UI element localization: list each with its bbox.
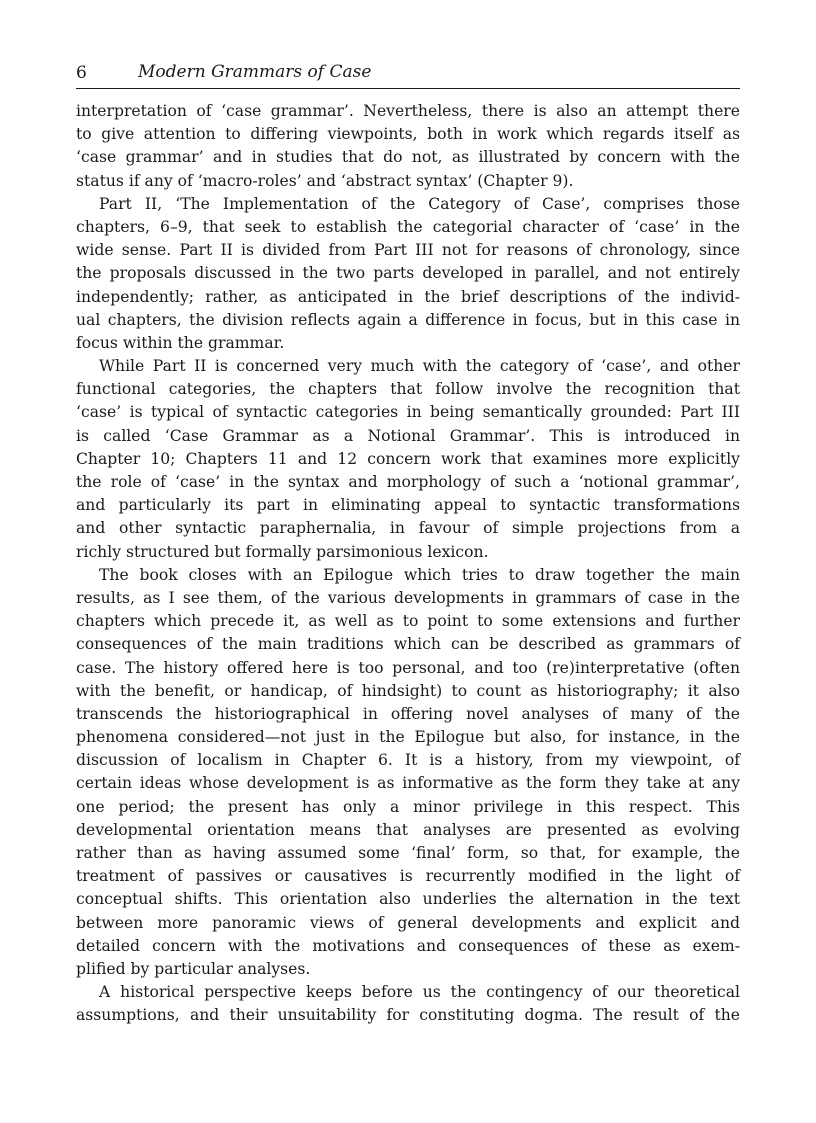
text-line: phenomena considered—not just in the Epilogue but also, for instance, in the (76, 728, 740, 747)
text-line: ‘case’ is typical of syntactic categories in being semantically grounded: Part III (76, 403, 740, 422)
text-line: wide sense. Part II is divided from Part III not for reasons of chronology, since (76, 241, 740, 260)
paragraph (76, 564, 740, 981)
paragraph (76, 100, 740, 193)
text-line: Chapter 10; Chapters 11 and 12 concern work that examines more explicitly (76, 449, 740, 468)
text-line: independently; rather, as anticipated in the brief descriptions of the individ- (76, 287, 740, 306)
text-line: treatment of passives or causatives is recurrently modified in the light of (76, 867, 740, 886)
text-line: and other syntactic paraphernalia, in favour of simple projections from a (76, 519, 740, 538)
text-line: ‘case grammar’ and in studies that do not, as illustrated by concern with the (76, 148, 740, 167)
text-line: focus within the grammar. (76, 333, 285, 352)
text-line: between more panoramic views of general developments and explicit and (76, 913, 740, 932)
text-line: richly structured but formally parsimonious lexicon. (76, 542, 489, 561)
paragraph (76, 355, 740, 564)
text-line: consequences of the main traditions which can be described as grammars of (76, 635, 740, 654)
text-line: results, as I see them, of the various developments in grammars of case in the (76, 588, 740, 607)
text-line: and particularly its part in eliminating appeal to syntactic transformations (76, 496, 740, 515)
text-line: status if any of ‘macro-roles’ and ‘abstract syntax’ (Chapter 9). (76, 171, 574, 190)
text-line: assumptions, and their unsuitability for constituting dogma. The result of the (76, 1006, 740, 1025)
body-text (76, 100, 740, 1028)
running-title: Modern Grammars of Case (138, 62, 372, 82)
text-line: plified by particular analyses. (76, 959, 311, 978)
text-line: While Part II is concerned very much with the category of ‘case’, and other (99, 357, 740, 376)
text-line: functional categories, the chapters that follow involve the recognition that (76, 380, 740, 399)
text-line: certain ideas whose development is as informative as the form they take at any (76, 774, 740, 793)
text-line: developmental orientation means that analyses are presented as evolving (76, 820, 740, 839)
text-line: the proposals discussed in the two parts developed in parallel, and not entirely (76, 264, 740, 283)
text-line: discussion of localism in Chapter 6. It is a history, from my viewpoint, of (76, 751, 740, 770)
text-line: chapters which precede it, as well as to point to some extensions and further (76, 612, 740, 631)
text-line: Part II, ‘The Implementation of the Category of Case’, comprises those (99, 194, 740, 213)
text-line: interpretation of ‘case grammar’. Nevertheless, there is also an attempt there (76, 102, 740, 120)
running-head (76, 58, 740, 89)
text-line: chapters, 6–9, that seek to establish the categorial character of ‘case’ in the (76, 217, 740, 236)
text-line: ual chapters, the division reflects again a difference in focus, but in this case in (76, 310, 740, 329)
text-line: conceptual shifts. This orientation also underlies the alternation in the text (76, 890, 740, 909)
text-line: to give attention to differing viewpoints, both in work which regards itself as (76, 125, 740, 144)
text-line: transcends the historiographical in offering novel analyses of many of the (76, 704, 740, 723)
text-line: The book closes with an Epilogue which tries to draw together the main (99, 565, 740, 584)
text-line: the role of ‘case’ in the syntax and morphology of such a ‘notional grammar’, (76, 473, 740, 491)
text-line: rather than as having assumed some ‘final’ form, so that, for example, the (76, 844, 740, 862)
text-line: A historical perspective keeps before us the contingency of our theoretical (99, 983, 740, 1002)
text-line: is called ‘Case Grammar as a Notional Grammar’. This is introduced in (76, 426, 740, 445)
paragraph (76, 981, 740, 1027)
text-line: one period; the present has only a minor privilege in this respect. This (76, 797, 740, 816)
text-line: with the benefit, or handicap, of hindsight) to count as historiography; it also (76, 681, 740, 700)
text-line: detailed concern with the motivations and consequences of these as exem- (76, 936, 740, 955)
paragraph (76, 193, 740, 355)
page-number: 6 (76, 63, 87, 83)
text-line: case. The history offered here is too personal, and too (re)interpretative (often (76, 658, 740, 677)
